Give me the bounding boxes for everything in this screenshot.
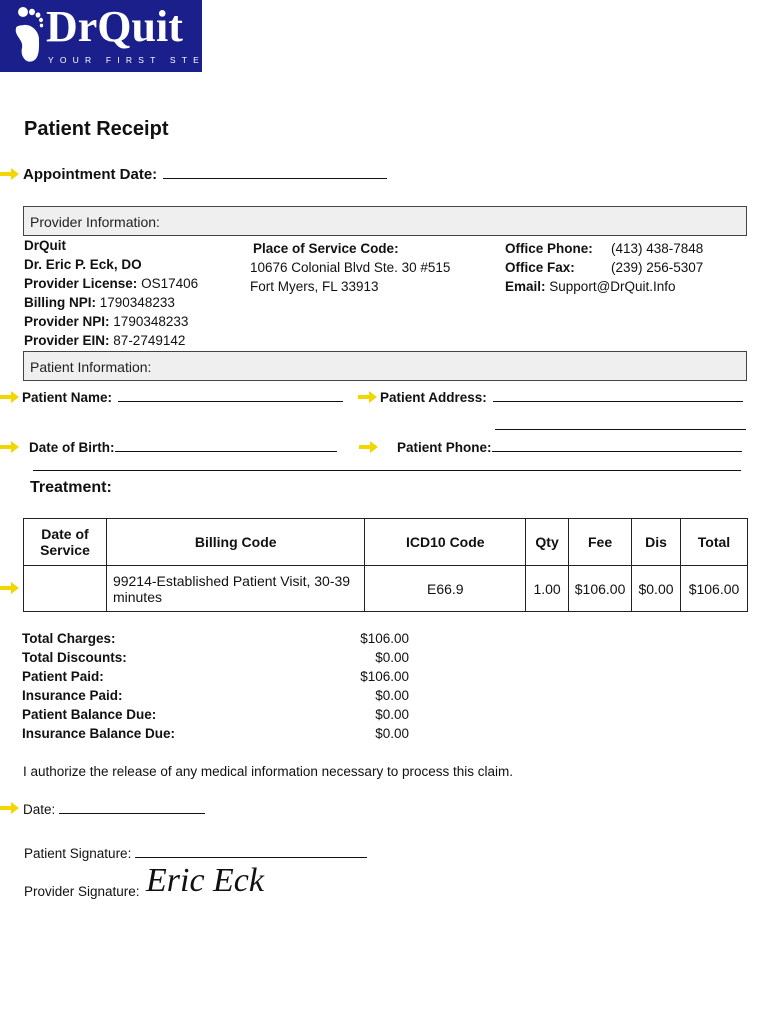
patient-phone-label: Patient Phone:: [397, 440, 492, 455]
provider-contact: [505, 241, 703, 298]
appointment-date-input[interactable]: [163, 178, 387, 179]
office-email: Email: Support@DrQuit.Info: [505, 279, 676, 294]
provider-npi: Provider NPI: 1790348233: [24, 314, 189, 329]
total-discounts-label: Total Discounts:: [22, 650, 127, 665]
insurance-paid-value: $0.00: [375, 688, 409, 703]
col-icd10: ICD10 Code: [365, 519, 526, 566]
authorization-text: I authorize the release of any medical information necessary to process this claim.: [23, 764, 513, 779]
date-of-birth-input[interactable]: [115, 451, 337, 452]
patient-paid-value: $106.00: [360, 669, 409, 684]
place-of-service-label: Place of Service Code:: [253, 241, 399, 256]
insurance-balance-value: $0.00: [375, 726, 409, 741]
arrow-icon: [0, 581, 20, 595]
brand-tagline: YOUR FIRST STEP: [48, 55, 217, 65]
patient-name-label: Patient Name:: [22, 390, 113, 405]
row-fee: $106.00: [569, 566, 632, 612]
insurance-paid-label: Insurance Paid:: [22, 688, 123, 703]
treatment-table: [23, 518, 748, 612]
provider-signature-label: Provider Signature:: [24, 884, 140, 899]
patient-section-header: Patient Information:: [23, 351, 747, 381]
table-header-row: [24, 519, 748, 566]
office-fax: Office Fax: (239) 256-5307: [505, 260, 704, 275]
arrow-icon: [0, 801, 20, 815]
arrow-icon: [0, 440, 20, 454]
arrow-icon: [0, 390, 20, 404]
patient-name-input[interactable]: [118, 401, 343, 402]
treatment-heading: Treatment:: [30, 479, 112, 496]
provider-section-header: Provider Information:: [23, 206, 747, 236]
provider-org: DrQuit: [24, 238, 66, 253]
row-date-cell[interactable]: [24, 566, 107, 612]
date-field[interactable]: [23, 802, 205, 817]
patient-signature-label: Patient Signature:: [24, 846, 132, 861]
billing-npi: Billing NPI: 1790348233: [24, 295, 175, 310]
patient-name-field[interactable]: [22, 390, 343, 405]
provider-signature: Eric Eck: [146, 862, 264, 899]
total-discounts-value: $0.00: [375, 650, 409, 665]
page-title: Patient Receipt: [24, 118, 169, 140]
row-billing-code: 99214-Established Patient Visit, 30-39 minutes: [106, 566, 365, 612]
total-charges-value: $106.00: [360, 631, 409, 646]
totals-labels: [22, 631, 175, 745]
service-address-line2: Fort Myers, FL 33913: [250, 279, 379, 294]
col-total: Total: [680, 519, 747, 566]
patient-address-line2[interactable]: [495, 429, 746, 430]
patient-address-field[interactable]: [380, 390, 743, 405]
insurance-balance-label: Insurance Balance Due:: [22, 726, 176, 741]
place-of-service: [250, 241, 450, 298]
provider-doctor: Dr. Eric P. Eck, DO: [24, 257, 142, 272]
col-dis: Dis: [632, 519, 681, 566]
patient-signature-input[interactable]: [135, 857, 367, 858]
patient-phone-input[interactable]: [492, 451, 742, 452]
footprint-icon: [6, 6, 44, 64]
patient-phone-field[interactable]: [397, 440, 742, 455]
col-qty: Qty: [526, 519, 569, 566]
arrow-icon: [359, 440, 379, 454]
total-charges-label: Total Charges:: [22, 631, 116, 646]
row-dis: $0.00: [632, 566, 681, 612]
brand-name: DrQuit: [46, 2, 183, 51]
date-label: Date:: [23, 802, 56, 817]
col-date-of-service: Date of Service: [24, 519, 107, 566]
provider-details: [24, 238, 198, 352]
col-fee: Fee: [569, 519, 632, 566]
row-icd10: E66.9: [365, 566, 526, 612]
col-billing-code: Billing Code: [106, 519, 365, 566]
patient-signature-field[interactable]: [24, 846, 367, 861]
date-of-birth-label: Date of Birth:: [29, 440, 115, 455]
office-phone: Office Phone: (413) 438-7848: [505, 241, 704, 256]
appointment-date-label: Appointment Date:: [23, 166, 158, 183]
service-address-line1: 10676 Colonial Blvd Ste. 30 #515: [250, 260, 451, 275]
brand-logo: [0, 0, 217, 72]
totals-values: [320, 631, 409, 745]
provider-ein: Provider EIN: 87-2749142: [24, 333, 186, 348]
appointment-date-field[interactable]: [23, 166, 387, 183]
patient-balance-value: $0.00: [375, 707, 409, 722]
arrow-icon: [358, 390, 378, 404]
row-total: $106.00: [680, 566, 747, 612]
row-qty: 1.00: [526, 566, 569, 612]
arrow-icon: [0, 167, 20, 181]
table-row: [24, 566, 748, 612]
provider-license: Provider License: OS17406: [24, 276, 199, 291]
section-divider: [33, 470, 741, 471]
patient-address-input[interactable]: [493, 401, 743, 402]
date-input[interactable]: [59, 813, 205, 814]
date-of-birth-field[interactable]: [29, 440, 337, 455]
patient-paid-label: Patient Paid:: [22, 669, 104, 684]
patient-address-label: Patient Address:: [380, 390, 487, 405]
patient-balance-label: Patient Balance Due:: [22, 707, 157, 722]
